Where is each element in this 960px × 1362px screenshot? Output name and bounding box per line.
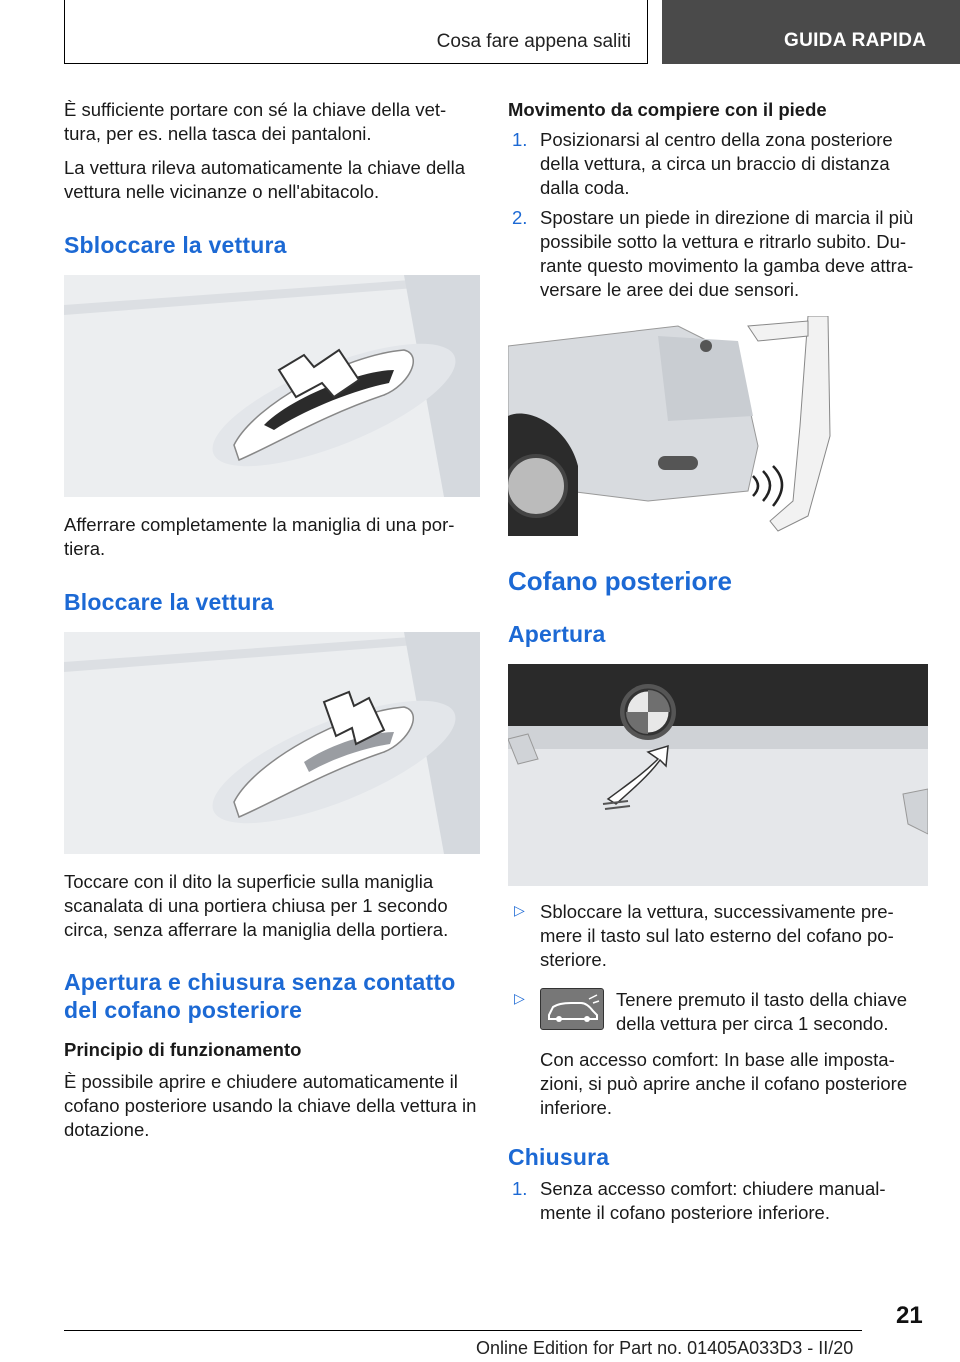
- step-text: Posizionarsi al centro della zona posteriore della vettura, a circa un braccio di distanza dalla coda.: [540, 129, 893, 198]
- figure-foot-gesture: [508, 316, 844, 536]
- step-text: Spostare un piede in direzione di marcia il più possibile sotto la vettura e ritrarlo subito. Du-rante questo movimento la gamba deve attra-versare le aree dei due sensori.: [540, 207, 914, 300]
- door-handle-unlock-illustration: [64, 275, 480, 497]
- intro-paragraph-2: La vettura rileva automaticamente la chiave della vettura nelle vicinanze o nell'abitacolo.: [64, 157, 466, 202]
- bullet-triangle-icon: ▷: [514, 990, 525, 1006]
- header-tab-label: GUIDA RAPIDA: [784, 30, 927, 51]
- heading-principle: Principio di funzionamento: [64, 1039, 302, 1060]
- bullet-text: Tenere premuto il tasto della chiave della vettura per circa 1 secondo.: [616, 989, 908, 1034]
- heading-tailgate: Cofano posteriore: [508, 566, 732, 596]
- step-number: 1.: [512, 129, 528, 150]
- car-key-tailgate-icon: [540, 988, 604, 1030]
- bullet-item: [508, 988, 928, 1120]
- step-number: 2.: [512, 207, 528, 228]
- step-number: 1.: [512, 1178, 528, 1199]
- heading-contactless: Apertura e chiusura senza contatto del cofano posteriore: [64, 969, 456, 1023]
- bullet-note: Con accesso comfort: In base alle imposta-zioni, si può aprire anche il cofano posteriore inferiore.: [540, 1049, 908, 1118]
- bullet-text: Sbloccare la vettura, successivamente pre-mere il tasto sul lato esterno del cofano po-steriore.: [540, 901, 894, 970]
- header-box: [64, 0, 648, 64]
- intro-paragraph-1: È sufficiente portare con sé la chiave della vet-tura, per es. nella tasca dei pantaloni.: [64, 99, 447, 144]
- figure-tailgate-button: [508, 664, 928, 886]
- bullet-item: [508, 900, 928, 972]
- step-text: Senza accesso comfort: chiudere manual-mente il cofano posteriore inferiore.: [540, 1178, 886, 1223]
- right-column: [508, 98, 928, 1225]
- footer-edition: Online Edition for Part no. 01405A033D3 - II/20: [476, 1338, 854, 1358]
- heading-lock: Bloccare la vettura: [64, 589, 274, 615]
- bullet-triangle-icon: ▷: [514, 902, 525, 918]
- bullet-key-row: [540, 988, 928, 1036]
- tailgate-button-illustration: [508, 664, 928, 886]
- door-handle-lock-illustration: [64, 632, 480, 854]
- caption-unlock: Afferrare completamente la maniglia di una por-tiera.: [64, 514, 455, 559]
- list-item: [508, 206, 928, 302]
- heading-closing: Chiusura: [508, 1144, 610, 1170]
- heading-opening: Apertura: [508, 621, 606, 647]
- figure-door-handle-unlock: [64, 275, 480, 497]
- principle-paragraph: È possibile aprire e chiudere automaticamente il cofano posteriore usando la chiave della vettura in dotazione.: [64, 1071, 477, 1140]
- list-item: [508, 1177, 928, 1225]
- list-item: [508, 128, 928, 200]
- page-number: 21: [896, 1302, 923, 1329]
- header-section-title: Cosa fare appena saliti: [436, 31, 631, 52]
- left-column: [64, 98, 480, 1142]
- header-tab[interactable]: [662, 0, 960, 64]
- caption-lock: Toccare con il dito la superficie sulla maniglia scanalata di una portiera chiusa per 1 secondo circa, senza afferrare la maniglia della portiera.: [64, 871, 449, 940]
- heading-unlock: Sbloccare la vettura: [64, 232, 287, 258]
- footer-divider: [64, 1330, 862, 1331]
- foot-gesture-illustration: [508, 316, 844, 536]
- heading-foot-movement: Movimento da compiere con il piede: [508, 99, 827, 120]
- figure-door-handle-lock: [64, 632, 480, 854]
